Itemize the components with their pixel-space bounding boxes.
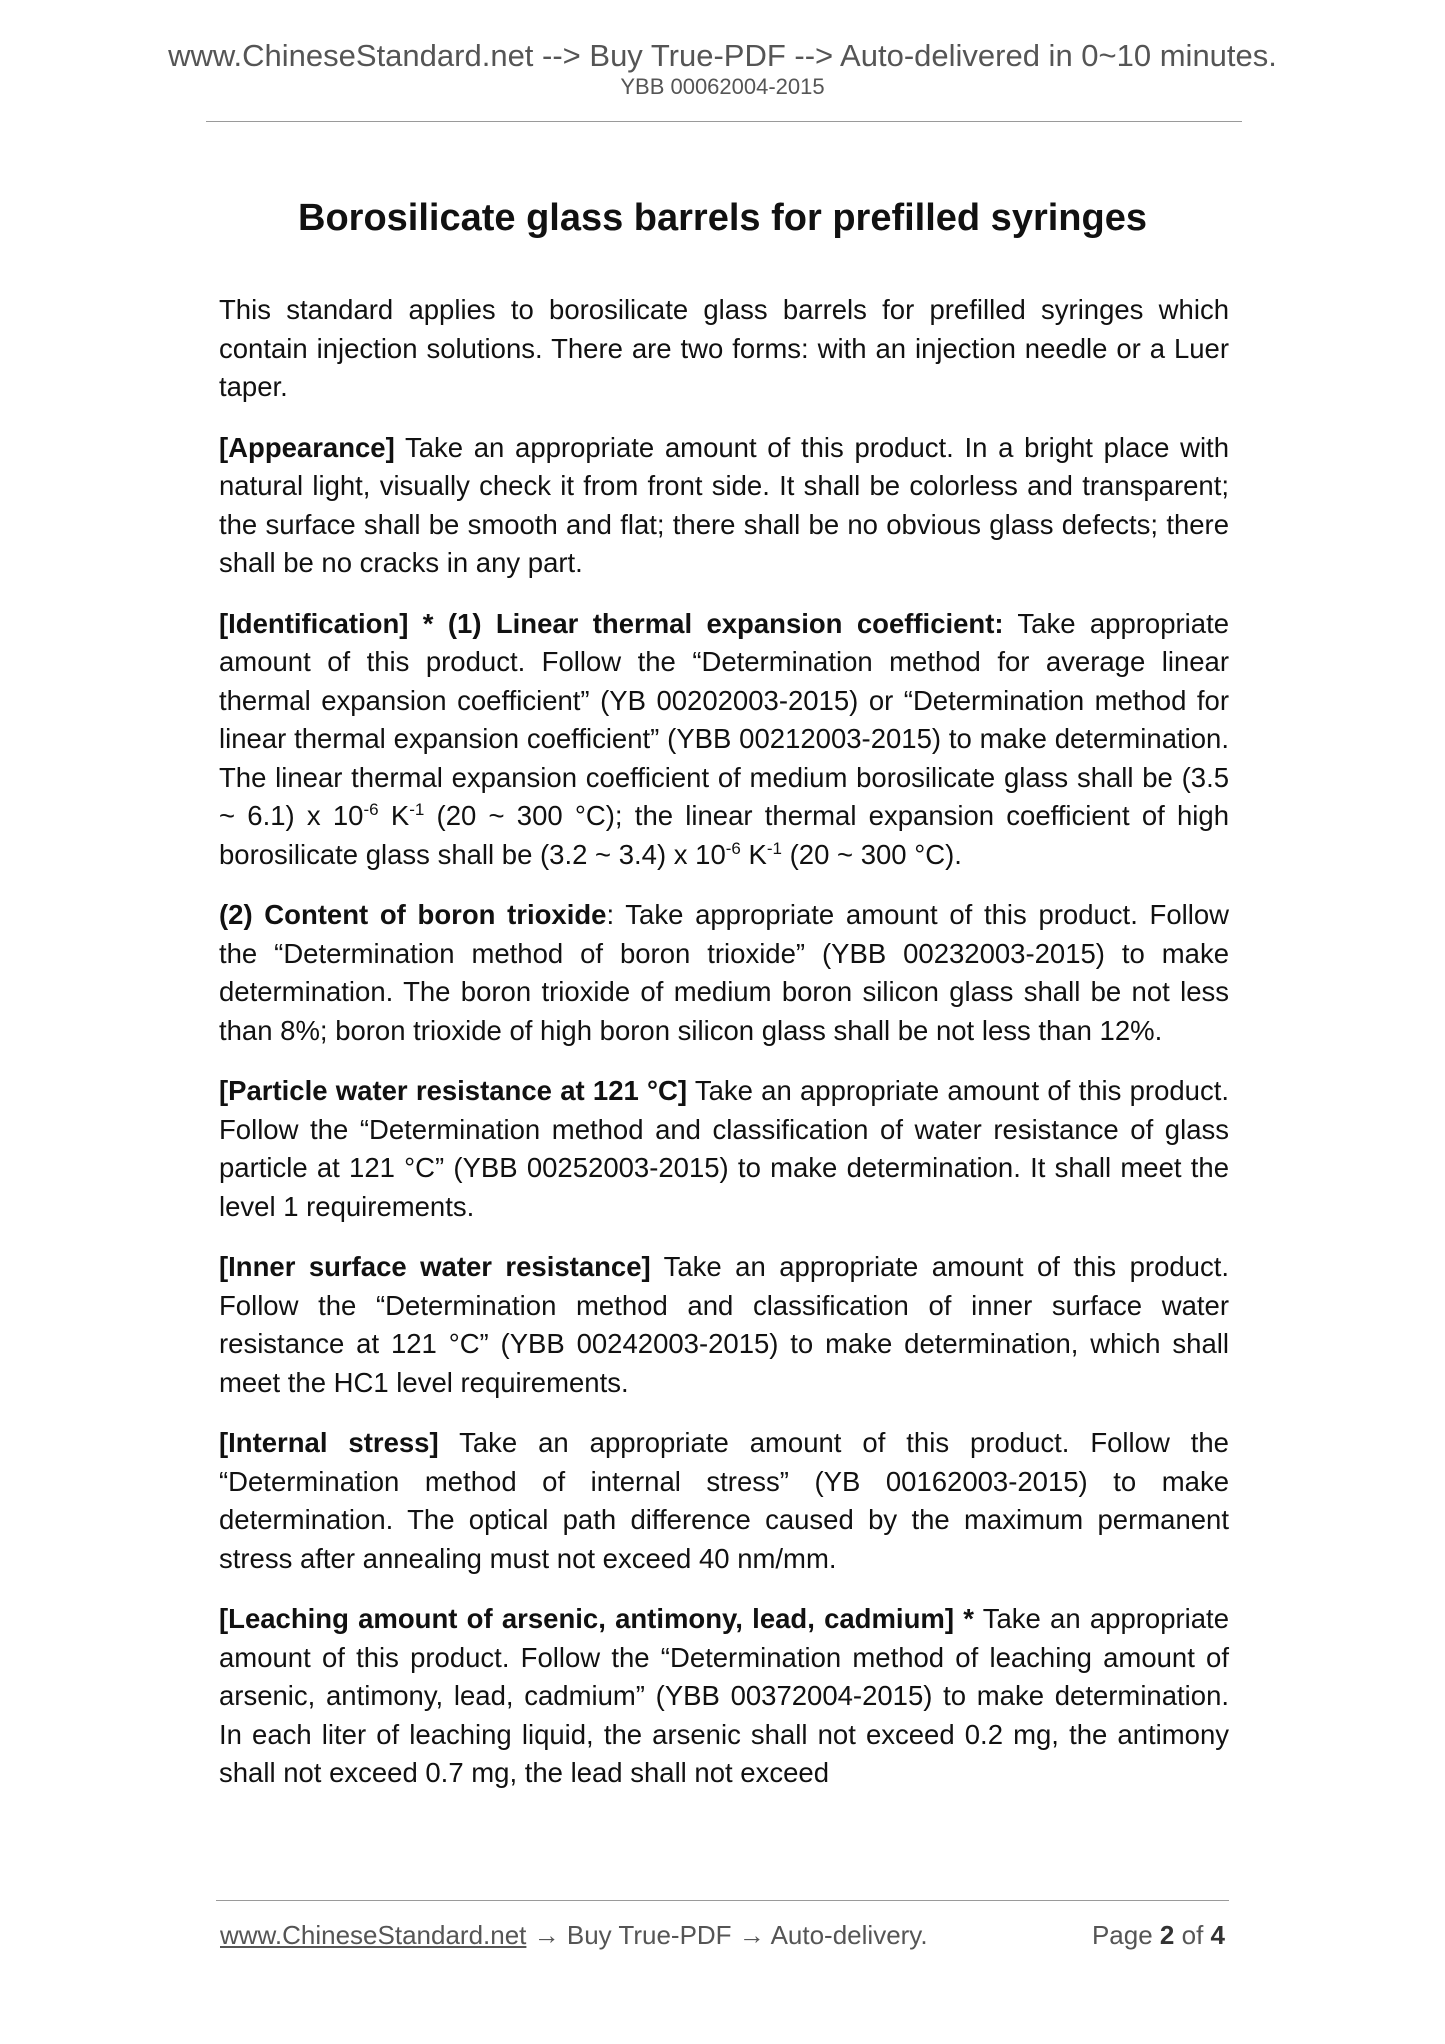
document-body [219, 291, 1229, 1815]
footer-text: → Buy True-PDF → Auto-delivery. [526, 1920, 928, 1950]
identification-text: (20 ~ 300 °C). [781, 838, 962, 870]
of-label: of [1174, 1920, 1211, 1950]
particle-heading: [Particle water resistance at 121 °C] [219, 1075, 688, 1106]
stress-text: Take an appropriate amount of this product. Follow the “Determination method of internal stress” (YB 00162003-2015) to make determination. The optical path difference caused by the maximum permanent stress after annealing must not exceed 40 nm/mm. [219, 1427, 1229, 1574]
header-banner: www.ChineseStandard.net --> Buy True-PDF --> Auto-delivered in 0~10 minutes. [168, 38, 1277, 73]
boron-heading: (2) Content of boron trioxide [219, 899, 607, 930]
page-number: 2 [1159, 1920, 1175, 1950]
footer-left [220, 1919, 928, 1951]
particle-paragraph [219, 1072, 1229, 1226]
inner-surface-heading: [Inner surface water resistance] [219, 1251, 651, 1282]
boron-text: : Take appropriate amount of this product. Follow the “Determination method of boron trioxide” (YBB 00232003-2015) to make determination. The boron trioxide of medium boron silicon glass shall be not less than 8%; boron trioxide of high boron silicon glass shall be not less than 12%. [219, 899, 1229, 1046]
boron-paragraph [219, 896, 1229, 1050]
exponent: -1 [409, 799, 425, 819]
leaching-heading: [Leaching amount of arsenic, antimony, lead, cadmium] * [219, 1603, 974, 1634]
footer-divider [216, 1900, 1229, 1901]
page-indicator [1092, 1919, 1225, 1951]
standard-code: YBB 00062004-2015 [620, 74, 825, 99]
stress-paragraph [219, 1424, 1229, 1578]
appearance-paragraph [219, 429, 1229, 583]
inner-surface-text: Take an appropriate amount of this product. Follow the “Determination method and classification of inner surface water resistance at 121 °C” (YBB 00242003-2015) to make determination, which shall meet the HC1 level requirements. [219, 1251, 1229, 1398]
stress-heading: [Internal stress] [219, 1427, 439, 1458]
identification-text: (20 ~ 300 °C); the linear thermal expansion coefficient of high borosilicate glass shall be (3.2 ~ 3.4) x 10 [219, 800, 1229, 870]
leaching-paragraph [219, 1600, 1229, 1793]
document-title: Borosilicate glass barrels for prefilled syringes [298, 197, 1147, 240]
appearance-text: Take an appropriate amount of this product. In a bright place with natural light, visually check it from front side. It shall be colorless and transparent; the surface shall be smooth and flat; there shall be no obvious glass defects; there shall be no cracks in any part. [219, 431, 1229, 578]
identification-heading: [Identification] * (1) Linear thermal expansion coefficient: [219, 607, 1004, 639]
identification-paragraph [219, 605, 1229, 875]
inner-surface-paragraph [219, 1248, 1229, 1402]
exponent: -1 [766, 838, 782, 858]
unit: K [378, 800, 410, 831]
intro-paragraph: This standard applies to borosilicate glass barrels for prefilled syringes which contain injection solutions. There are two forms: with an injection needle or a Luer taper. [219, 294, 1229, 402]
unit: K [740, 838, 767, 870]
exponent: -6 [725, 838, 741, 858]
identification-text: Take appropriate amount of this product. Follow the “Determination method for average linear thermal expansion coefficient” (YB 00202003-2015) or “Determination method for linear thermal expansion coefficient” (YBB 00212003-2015) to make determination. The linear thermal expansion coefficient of medium borosilicate glass shall be (3.5 ~ 6.1) x 10 [219, 607, 1230, 831]
leaching-text: Take an appropriate amount of this product. Follow the “Determination method of leaching amount of arsenic, antimony, lead, cadmium” (YBB 00372004-2015) to make determination. In each liter of leaching liquid, the arsenic shall not exceed 0.2 mg, the antimony shall not exceed 0.7 mg, the lead shall not exceed [219, 1603, 1229, 1788]
appearance-heading: [Appearance] [219, 431, 395, 463]
particle-text: Take an appropriate amount of this product. Follow the “Determination method and classification of water resistance of glass particle at 121 °C” (YBB 00252003-2015) to make determination. It shall meet the level 1 requirements. [219, 1075, 1229, 1222]
header-divider [206, 121, 1242, 122]
footer-link[interactable]: www.ChineseStandard.net [220, 1920, 527, 1950]
page-total: 4 [1210, 1920, 1225, 1950]
page-label: Page [1091, 1920, 1160, 1950]
exponent: -6 [363, 799, 379, 819]
